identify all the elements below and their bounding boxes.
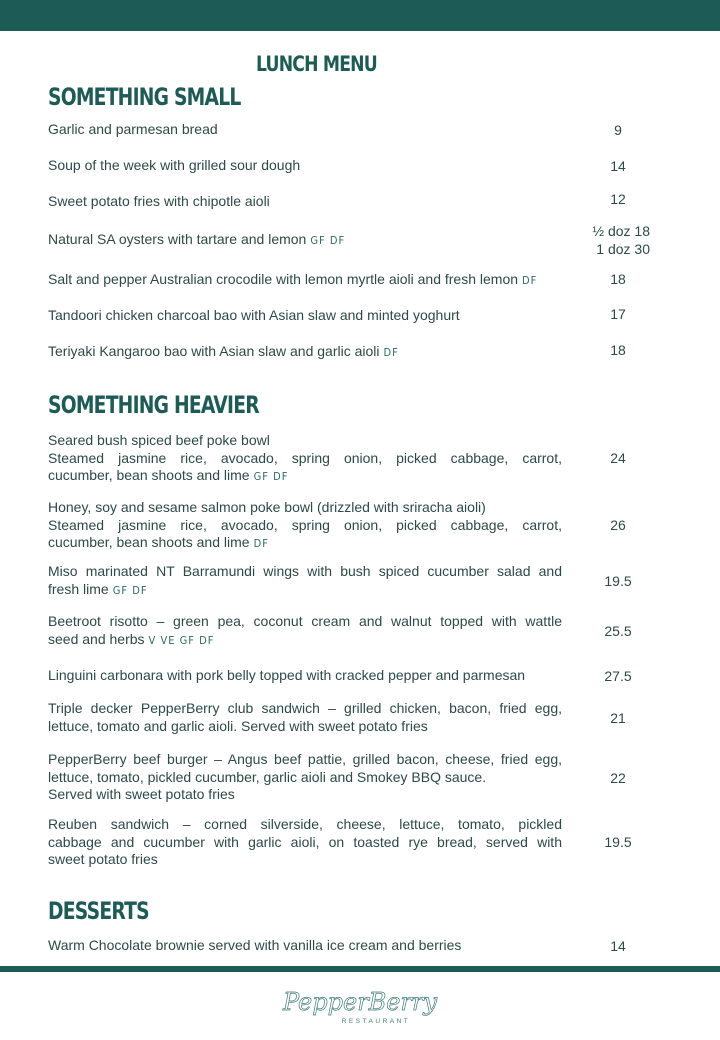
footer-rule: [0, 966, 720, 972]
item-description: lettuce, tomato, pickled cucumber, garlic aioli and Smokey BBQ sauce.: [48, 768, 487, 785]
item-price: [580, 222, 656, 258]
item-price: 18: [610, 271, 626, 287]
item-price: 14: [610, 938, 626, 954]
logo-subtitle: RESTAURANT: [341, 1018, 411, 1025]
item-description: Linguini carbonara with pork belly topped with cracked pepper and parmesan: [48, 667, 526, 683]
item-name: Honey, soy and sesame salmon poke bowl (drizzled with sriracha aioli): [48, 499, 486, 515]
logo-wordmark: PepperBerry: [282, 988, 438, 1016]
top-header-bar: [0, 0, 720, 31]
dietary-tags: GF DF: [112, 583, 148, 597]
item-description: seed and herbs: [48, 630, 145, 647]
item-description: Tandoori chicken charcoal bao with Asian slaw and minted yoghurt: [48, 307, 460, 323]
menu-item: [48, 937, 562, 955]
item-description: cabbage and cucumber with garlic aioli, on toasted rye bread, served with: [48, 833, 562, 850]
item-price: 25.5: [604, 623, 632, 639]
price-half-dozen: ½ doz 18: [592, 223, 650, 239]
item-description: Salt and pepper Australian crocodile with lemon myrtle aioli and fresh lemon: [48, 271, 519, 287]
item-price: 27.5: [604, 668, 632, 684]
item-description: Steamed jasmine rice, avocado, spring onion, picked cabbage, carrot,: [48, 516, 562, 533]
section-title-something-small: SOMETHING SMALL: [48, 83, 241, 111]
item-price: 14: [610, 158, 626, 174]
item-price: 12: [610, 191, 626, 207]
menu-item: [48, 193, 562, 211]
item-price: 17: [610, 306, 626, 322]
item-price: 24: [610, 450, 626, 466]
menu-item: [48, 432, 562, 486]
item-price: 19.5: [604, 573, 632, 589]
pepperberry-logo: [272, 980, 448, 1028]
item-description: sweet potato fries: [48, 851, 158, 867]
menu-item: [48, 700, 562, 735]
section-title-desserts: DESSERTS: [48, 897, 149, 925]
item-description: Reuben sandwich – corned silverside, cheese, lettuce, tomato, pickled: [48, 816, 562, 832]
menu-item: [48, 157, 562, 175]
item-price: 19.5: [604, 834, 632, 850]
menu-item: [48, 231, 562, 250]
item-price: 18: [610, 342, 626, 358]
menu-item: [48, 667, 562, 685]
item-description: Natural SA oysters with tartare and lemon: [48, 231, 307, 247]
item-description: Triple decker PepperBerry club sandwich – grilled chicken, bacon, fried egg,: [48, 700, 562, 716]
item-description: Served with sweet potato fries: [48, 786, 235, 802]
item-description: PepperBerry beef burger – Angus beef pattie, grilled bacon, cheese, fried egg,: [48, 751, 562, 767]
dietary-tags: GF DF: [253, 470, 289, 483]
dietary-tags: V VE GF DF: [148, 633, 215, 647]
menu-item: [48, 271, 562, 290]
item-description: Teriyaki Kangaroo bao with Asian slaw and garlic aioli: [48, 343, 380, 359]
item-description: Steamed jasmine rice, avocado, spring onion, picked cabbage, carrot,: [48, 449, 562, 466]
item-price: 22: [610, 770, 626, 786]
menu-item: [48, 563, 562, 599]
item-price: 26: [610, 517, 626, 533]
menu-item: [48, 307, 562, 325]
price-dozen: 1 doz 30: [596, 241, 650, 257]
dietary-tags: DF: [383, 346, 399, 359]
menu-item: [48, 751, 562, 804]
item-description: Soup of the week with grilled sour dough: [48, 157, 301, 173]
item-description: Warm Chocolate brownie served with vanilla ice cream and berries: [48, 937, 462, 953]
dietary-tags: DF: [253, 537, 269, 550]
item-description: cucumber, bean shoots and lime: [48, 467, 250, 483]
item-description: Sweet potato fries with chipotle aioli: [48, 193, 270, 209]
menu-item: [48, 613, 562, 649]
item-description: Miso marinated NT Barramundi wings with bush spiced cucumber salad and: [48, 563, 562, 579]
item-description: Beetroot risotto – green pea, coconut cream and walnut topped with wattle: [48, 613, 562, 629]
item-description: Garlic and parmesan bread: [48, 121, 218, 137]
item-name: Seared bush spiced beef poke bowl: [48, 432, 270, 448]
dietary-tags: GF DF: [310, 234, 346, 247]
menu-item: [48, 343, 562, 362]
menu-title: LUNCH MENU: [256, 52, 377, 76]
section-title-something-heavier: SOMETHING HEAVIER: [48, 391, 259, 419]
menu-item: [48, 121, 562, 139]
item-description: lettuce, tomato and garlic aioli. Served with sweet potato fries: [48, 717, 428, 734]
menu-item: [48, 816, 562, 869]
dietary-tags: DF: [522, 274, 538, 287]
menu-item: [48, 499, 562, 553]
item-description: fresh lime: [48, 580, 109, 597]
item-price: 21: [610, 710, 626, 726]
item-description: cucumber, bean shoots and lime: [48, 534, 250, 550]
item-price: 9: [614, 122, 622, 138]
